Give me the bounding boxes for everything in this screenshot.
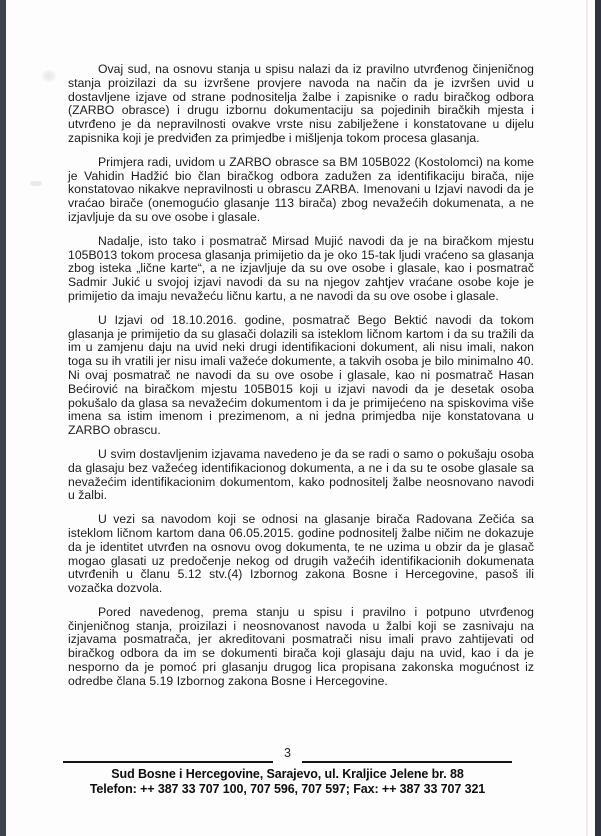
- page-number: 3: [273, 746, 302, 766]
- scan-artifact-line: [586, 0, 588, 836]
- document-body: [68, 63, 534, 699]
- court-phone-fax: Telefon: ++ 387 33 707 100, 707 596, 707 597; Fax: ++ 387 33 707 321: [89, 782, 486, 796]
- body-paragraph-2: Primjera radi, uvidom u ZARBO obrasce sa BM 105B022 (Kostolomci) na kome je Vahidin Hadžić bio član biračkog odbora zadužen za identifikaciju birača, nije konstatovao nikakve nepravilnosti u obrascu ZARBA. Imenovani u Izjavi navodi da je vraćao birače (onemogućio glasanje 113 birača) zbog nevažećih dokumenata, a ne izjavljuje da su ove osobe i glasale.: [68, 154, 534, 224]
- scan-edge-left: [0, 0, 6, 836]
- body-paragraph-4: U Izjavi od 18.10.2016. godine, posmatrač Bego Bektić navodi da tokom glasanja je primijetio da su glasači dolazili sa isteklom ličnom kartom i da su tražili da im u zamjenu daju na uvid neki drugi identifikacioni dokument, ali nisu imali, nakon toga su ih vratili jer nisu imali važeće dokumente, a takvih osoba je bilo minimalno 40. Ni ovaj posmatrač ne navodi da su ove osobe i glasale, kao ni posmatrač Hasan Bećirović na biračkom mjestu 105B015 koji u izjavi navodi da je desetak osoba pokušalo da glasa sa nevažećim dokumentom i da je primijećeno na spiskovima više imena sa istim imenom i prezimenom, a ni jedna primjedba nije konstatovana u ZARBO obrascu.: [68, 312, 534, 438]
- court-address: Sud Bosne i Hercegovine, Sarajevo, ul. Kraljice Jelene br. 88: [111, 766, 464, 781]
- body-paragraph-5: U svim dostavljenim izjavama navedeno je da se radi o samo o pokušaju osoba da glasaju bez važećeg identifikacionog dokumenta, a ne i da su te osobe glasale sa nevažećim identifikacionim dokumentom, kako podnositelj žalbe neosnovano navodi u žalbi.: [68, 446, 534, 503]
- scan-smudge: [30, 181, 42, 186]
- page-footer: [60, 744, 515, 798]
- scan-smudge: [42, 70, 56, 82]
- scan-edge-right: [595, 0, 601, 836]
- body-paragraph-6: U vezi sa navodom koji se odnosi na glasanje birača Radovana Zečića sa isteklom ličnom kartom dana 06.05.2015. godine podnositelj žalbe ničim ne dokazuje da je identitet utvrđen na osnovu ovog dokumenta, te ne uzima u obzir da je glasač mogao glasati uz predočenje nekog od drugih važećih identifikacionih dokumenata utvrđenih u članu 5.12 stv.(4) Izbornog zakona Bosne i Hercegovine, pasoš ili vozačka dozvola.: [68, 512, 534, 596]
- body-paragraph-1: Ovaj sud, na osnovu stanja u spisu nalazi da iz pravilno utvrđenog činjeničnog stanja proizilazi da su izvršene provjere navoda na način da je izvršen uvid u dostavljene izjave od strane podnositelja žalbe i zapisnike o radu biračkog odbora (ZARBO obrasce) i drugu izbornu dokumentaciju sa pojedinih biračkih mjesta i utvrđeno je da nepravilnosti ovakve vrste nisu zabilježene i konstatovane u dijelu zapisnika koji je predviđen za primjedbe i mišljenja tokom procesa glasanja.: [68, 62, 534, 145]
- body-paragraph-7: Pored navedenog, prema stanju u spisu i pravilno i potpuno utvrđenog činjeničnog stanja, proizilazi i neosnovanost navoda u žalbi koji se zasnivaju na izjavama posmatrača, jer akreditovani posmatrači nisu imali pravo zahtijevati od biračkog odbora da im se dokumenti birača koji glasaju daju na uvid, kao i da je nesporno da je pomoć pri glasanju drugog lica propisana zakonska mogućnost iz odredbe člana 5.19 Izbornog zakona Bosne i Hercegovine.: [68, 604, 534, 688]
- body-paragraph-3: Nadalje, isto tako i posmatrač Mirsad Mujić navodi da je na biračkom mjestu 105B013 tokom procesa glasanja primijetio da je oko 15-tak ljudi vraćeno sa glasanja zbog isteka „lične karte“, a ne izjavljuje da su ove osobe i glasale, kao i posmatrač Sadmir Jukić u svojoj izjavi navodi da su na njegov zahtjev vraćane osobe koje je primijetio da imaju nevažeću ličnu kartu, a ne navodi da su ove osobe i glasale.: [68, 233, 534, 303]
